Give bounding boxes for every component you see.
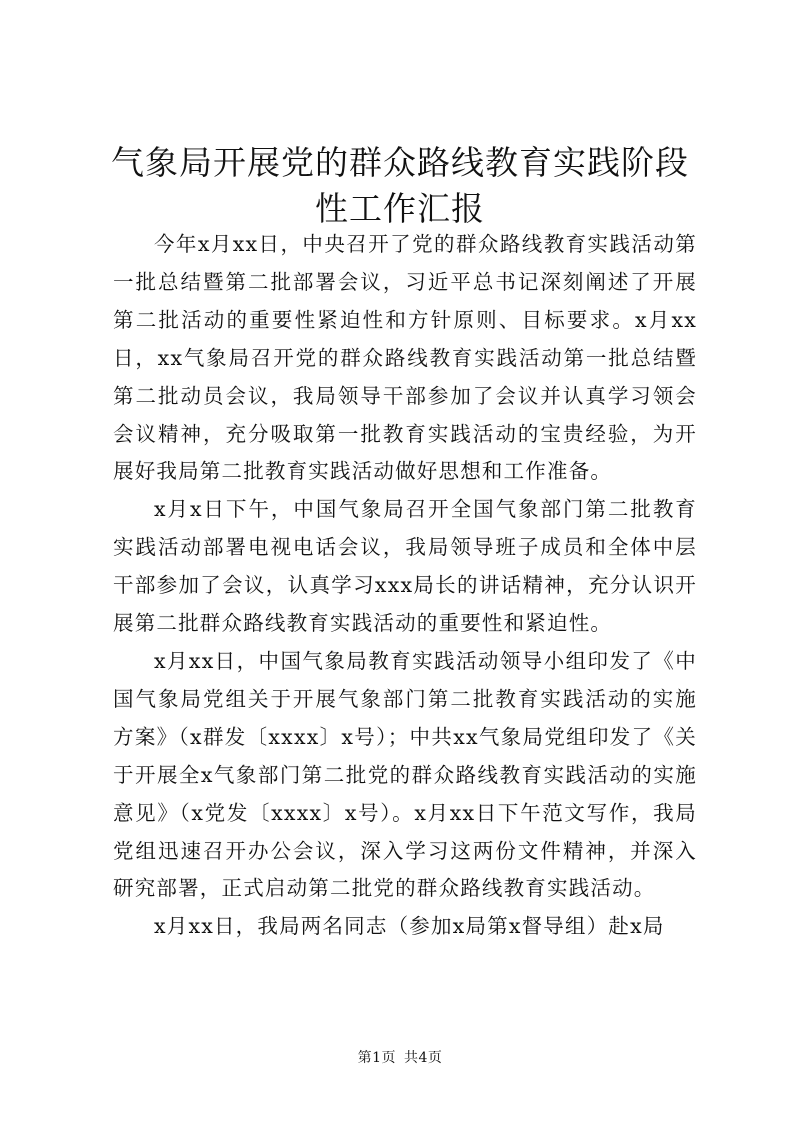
- page-total: 共4页: [404, 1050, 443, 1066]
- paragraph-3: x月xx日，中国气象局教育实践活动领导小组印发了《中国气象局党组关于开展气象部门第二批教育实践活动的实施方案》（x群发〔xxxx〕x号）；中共xx气象局党组印发了《关于开展全x气象部门第二批党的群众路线教育实践活动的实施意见》（x党发〔xxxx〕x号）。x月xx日下午范文写作，我局党组迅速召开办公会议，深入学习这两份文件精神，并深入研究部署，正式启动第二批党的群众路线教育实践活动。: [113, 648, 697, 901]
- paragraph-1: 今年x月xx日，中央召开了党的群众路线教育实践活动第一批总结暨第二批部署会议，习近平总书记深刻阐述了开展第二批活动的重要性紧迫性和方针原则、目标要求。x月xx日，xx气象局召开党的群众路线教育实践活动第一批总结暨第二批动员会议，我局领导干部参加了会议并认真学习领会会议精神，充分吸取第一批教育实践活动的宝贵经验，为开展好我局第二批教育实践活动做好思想和工作准备。: [113, 232, 697, 484]
- document-body: [113, 226, 697, 946]
- document-title: 气象局开展党的群众路线教育实践阶段性工作汇报: [111, 143, 689, 228]
- page-number: 第1页: [357, 1050, 396, 1066]
- page-footer: [0, 1048, 800, 1068]
- paragraph-2: x月x日下午，中国气象局召开全国气象部门第二批教育实践活动部署电视电话会议，我局领导班子成员和全体中层干部参加了会议，认真学习xxx局长的讲话精神，充分认识开展第二批群众路线教育实践活动的重要性和紧迫性。: [113, 497, 697, 636]
- paragraph-4: x月xx日，我局两名同志（参加x局第x督导组）赴x局: [154, 914, 665, 939]
